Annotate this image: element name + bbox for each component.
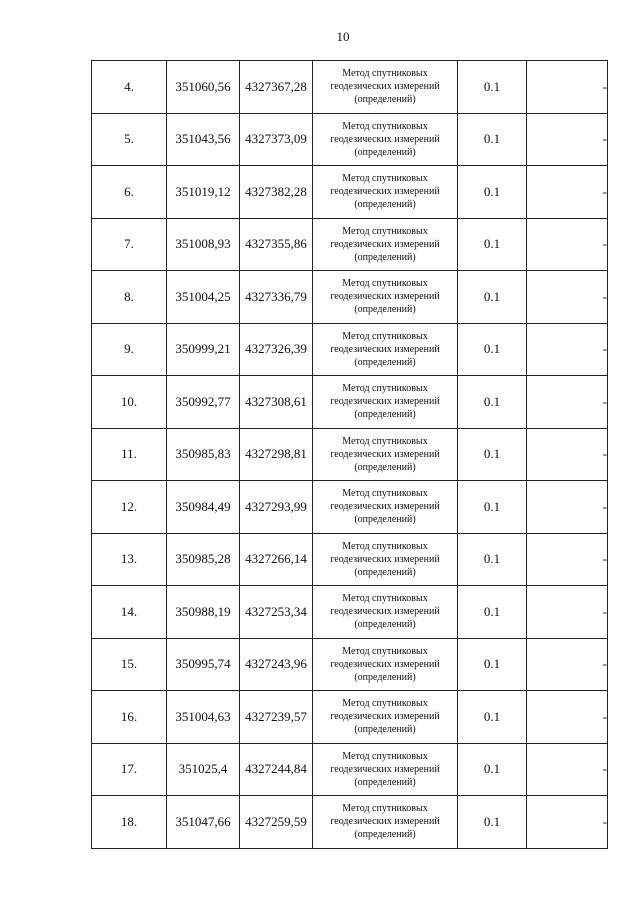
x-coordinate-cell: 350985,28 — [167, 533, 240, 586]
method-cell — [313, 376, 458, 429]
description-cell: - — [527, 586, 608, 639]
method-line: Метод спутниковых — [342, 330, 428, 342]
method-line: (определений) — [354, 304, 416, 316]
coordinates-table — [91, 60, 608, 849]
method-line: геодезических измерений — [330, 186, 440, 198]
description-cell: - — [527, 743, 608, 796]
accuracy-cell: 0.1 — [458, 586, 527, 639]
method-line: Метод спутниковых — [342, 488, 428, 500]
point-number-cell: 11. — [92, 428, 167, 481]
table-row — [92, 586, 608, 639]
y-coordinate-cell: 4327259,59 — [240, 796, 313, 849]
method-line: геодезических измерений — [330, 763, 440, 775]
accuracy-cell: 0.1 — [458, 796, 527, 849]
method-line: геодезических измерений — [330, 658, 440, 670]
method-line: геодезических измерений — [330, 448, 440, 460]
point-number-cell: 18. — [92, 796, 167, 849]
point-number-cell: 8. — [92, 271, 167, 324]
description-cell: - — [527, 428, 608, 481]
table-row — [92, 533, 608, 586]
method-line: Метод спутниковых — [342, 540, 428, 552]
y-coordinate-cell: 4327308,61 — [240, 376, 313, 429]
table-row — [92, 166, 608, 219]
x-coordinate-cell: 350999,21 — [167, 323, 240, 376]
table-row — [92, 271, 608, 324]
method-line: Метод спутниковых — [342, 278, 428, 290]
description-cell: - — [527, 61, 608, 114]
y-coordinate-cell: 4327266,14 — [240, 533, 313, 586]
accuracy-cell: 0.1 — [458, 533, 527, 586]
method-line: Метод спутниковых — [342, 435, 428, 447]
description-cell: - — [527, 481, 608, 534]
method-cell — [313, 166, 458, 219]
y-coordinate-cell: 4327326,39 — [240, 323, 313, 376]
accuracy-cell: 0.1 — [458, 113, 527, 166]
method-line: геодезических измерений — [330, 343, 440, 355]
description-cell: - — [527, 533, 608, 586]
method-line: (определений) — [354, 199, 416, 211]
table-row — [92, 638, 608, 691]
method-cell — [313, 481, 458, 534]
y-coordinate-cell: 4327293,99 — [240, 481, 313, 534]
method-line: (определений) — [354, 146, 416, 158]
table-row — [92, 61, 608, 114]
description-cell: - — [527, 323, 608, 376]
method-line: Метод спутниковых — [342, 698, 428, 710]
method-line: геодезических измерений — [330, 606, 440, 618]
x-coordinate-cell: 351008,93 — [167, 218, 240, 271]
method-cell — [313, 113, 458, 166]
x-coordinate-cell: 350992,77 — [167, 376, 240, 429]
method-line: (определений) — [354, 619, 416, 631]
y-coordinate-cell: 4327244,84 — [240, 743, 313, 796]
table-row — [92, 743, 608, 796]
accuracy-cell: 0.1 — [458, 61, 527, 114]
x-coordinate-cell: 351004,63 — [167, 691, 240, 744]
method-line: Метод спутниковых — [342, 68, 428, 80]
y-coordinate-cell: 4327355,86 — [240, 218, 313, 271]
method-line: (определений) — [354, 829, 416, 841]
accuracy-cell: 0.1 — [458, 376, 527, 429]
method-line: Метод спутниковых — [342, 225, 428, 237]
accuracy-cell: 0.1 — [458, 166, 527, 219]
method-line: (определений) — [354, 409, 416, 421]
table-row — [92, 376, 608, 429]
method-line: Метод спутниковых — [342, 173, 428, 185]
method-line: геодезических измерений — [330, 501, 440, 513]
point-number-cell: 12. — [92, 481, 167, 534]
method-line: геодезических измерений — [330, 133, 440, 145]
page-number: 10 — [336, 29, 350, 44]
method-line: Метод спутниковых — [342, 750, 428, 762]
x-coordinate-cell: 351043,56 — [167, 113, 240, 166]
point-number-cell: 10. — [92, 376, 167, 429]
description-cell: - — [527, 376, 608, 429]
method-cell — [313, 586, 458, 639]
method-line: Метод спутниковых — [342, 645, 428, 657]
method-line: (определений) — [354, 356, 416, 368]
point-number-cell: 16. — [92, 691, 167, 744]
y-coordinate-cell: 4327382,28 — [240, 166, 313, 219]
accuracy-cell: 0.1 — [458, 428, 527, 481]
method-line: (определений) — [354, 776, 416, 788]
point-number-cell: 4. — [92, 61, 167, 114]
table-row — [92, 481, 608, 534]
point-number-cell: 9. — [92, 323, 167, 376]
method-line: (определений) — [354, 251, 416, 263]
accuracy-cell: 0.1 — [458, 481, 527, 534]
method-line: геодезических измерений — [330, 81, 440, 93]
y-coordinate-cell: 4327367,28 — [240, 61, 313, 114]
x-coordinate-cell: 351047,66 — [167, 796, 240, 849]
method-cell — [313, 271, 458, 324]
method-line: геодезических измерений — [330, 238, 440, 250]
accuracy-cell: 0.1 — [458, 271, 527, 324]
point-number-cell: 6. — [92, 166, 167, 219]
x-coordinate-cell: 351019,12 — [167, 166, 240, 219]
method-line: геодезических измерений — [330, 396, 440, 408]
y-coordinate-cell: 4327253,34 — [240, 586, 313, 639]
point-number-cell: 15. — [92, 638, 167, 691]
y-coordinate-cell: 4327298,81 — [240, 428, 313, 481]
method-line: (определений) — [354, 566, 416, 578]
table-row — [92, 428, 608, 481]
point-number-cell: 13. — [92, 533, 167, 586]
method-cell — [313, 218, 458, 271]
point-number-cell: 5. — [92, 113, 167, 166]
description-cell: - — [527, 271, 608, 324]
method-line: (определений) — [354, 671, 416, 683]
method-line: геодезических измерений — [330, 553, 440, 565]
description-cell: - — [527, 113, 608, 166]
description-cell: - — [527, 218, 608, 271]
method-line: (определений) — [354, 461, 416, 473]
method-cell — [313, 796, 458, 849]
y-coordinate-cell: 4327336,79 — [240, 271, 313, 324]
table-row — [92, 796, 608, 849]
method-line: (определений) — [354, 94, 416, 106]
table-row — [92, 691, 608, 744]
y-coordinate-cell: 4327239,57 — [240, 691, 313, 744]
description-cell: - — [527, 638, 608, 691]
x-coordinate-cell: 350988,19 — [167, 586, 240, 639]
method-line: Метод спутниковых — [342, 803, 428, 815]
accuracy-cell: 0.1 — [458, 218, 527, 271]
table-row — [92, 113, 608, 166]
method-cell — [313, 743, 458, 796]
accuracy-cell: 0.1 — [458, 323, 527, 376]
x-coordinate-cell: 350995,74 — [167, 638, 240, 691]
method-line: Метод спутниковых — [342, 383, 428, 395]
method-cell — [313, 323, 458, 376]
accuracy-cell: 0.1 — [458, 638, 527, 691]
method-cell — [313, 428, 458, 481]
accuracy-cell: 0.1 — [458, 743, 527, 796]
method-line: (определений) — [354, 724, 416, 736]
x-coordinate-cell: 350984,49 — [167, 481, 240, 534]
method-cell — [313, 691, 458, 744]
point-number-cell: 7. — [92, 218, 167, 271]
description-cell: - — [527, 691, 608, 744]
method-cell — [313, 61, 458, 114]
y-coordinate-cell: 4327243,96 — [240, 638, 313, 691]
coordinates-table-body — [92, 61, 608, 849]
method-line: геодезических измерений — [330, 816, 440, 828]
y-coordinate-cell: 4327373,09 — [240, 113, 313, 166]
table-row — [92, 218, 608, 271]
method-cell — [313, 533, 458, 586]
x-coordinate-cell: 351025,4 — [167, 743, 240, 796]
method-line: Метод спутниковых — [342, 120, 428, 132]
x-coordinate-cell: 350985,83 — [167, 428, 240, 481]
description-cell: - — [527, 796, 608, 849]
method-cell — [313, 638, 458, 691]
method-line: (определений) — [354, 514, 416, 526]
table-row — [92, 323, 608, 376]
x-coordinate-cell: 351004,25 — [167, 271, 240, 324]
method-line: геодезических измерений — [330, 291, 440, 303]
accuracy-cell: 0.1 — [458, 691, 527, 744]
point-number-cell: 17. — [92, 743, 167, 796]
point-number-cell: 14. — [92, 586, 167, 639]
method-line: Метод спутниковых — [342, 593, 428, 605]
description-cell: - — [527, 166, 608, 219]
x-coordinate-cell: 351060,56 — [167, 61, 240, 114]
method-line: геодезических измерений — [330, 711, 440, 723]
